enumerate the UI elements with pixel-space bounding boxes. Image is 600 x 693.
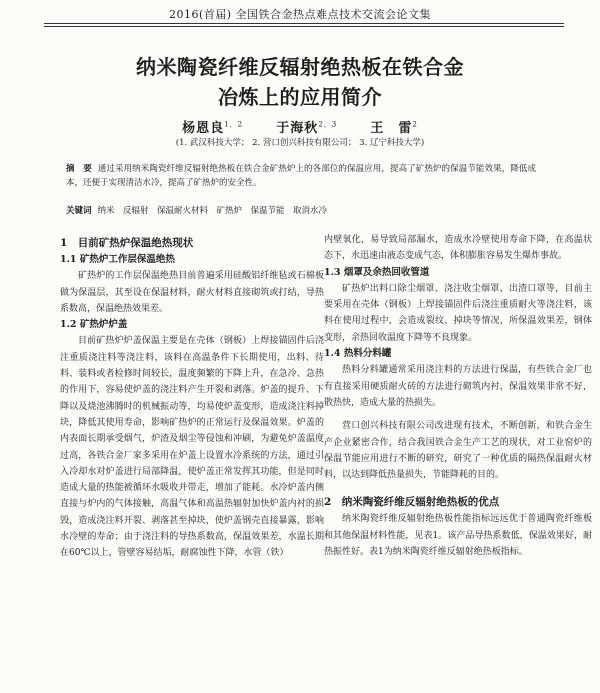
paragraph: 矿热炉出料口除尘烟罩、浇注收尘烟罩、出渣口罩等，目前主要采用在壳体（钢板）上焊接锚固件后浇注重质耐火等浇注料，该料在使用过程中，会造成裂纹、掉块等情况，所保温效果差，钢体变形，余热回收温度下降等不良现象。 <box>324 283 592 343</box>
right-column <box>324 232 592 560</box>
keywords <box>66 205 536 217</box>
author-list <box>40 117 560 136</box>
paragraph: 热料分料罐通常采用浇注料的方法进行保温，有些铁合金厂也有直接采用硬质耐火砖的方法进行砌筑内衬，保温效果非常不好，散热快，造成大量的热损失。 <box>324 365 592 408</box>
author-name: 于海秋 <box>276 121 319 136</box>
keywords-text: 纳米 反辐射 保温耐火材料 矿热炉 保温节能 取消水冷 <box>97 206 328 216</box>
subsection-heading: 1.4 热料分料罐 <box>324 348 392 360</box>
author-affil-mark: 2，3 <box>318 120 338 129</box>
author-affil-mark: 2 <box>412 120 418 129</box>
paragraph: 目前矿热炉炉盖保温主要是在壳体（钢板）上焊接锚固件后浇注重质浇注料等浇注料，该料在高温条件下长期使用，出料、待料、装料或者检修时间较长，温度频繁的下降上升，在急冷、急热的作用下，容易使炉盖的浇注料产生开裂和剥落。炉盖的提升、下降以及烧池沸腾时的机械振动等，均易使炉盖变形，造成浇注料掉块，降低其使用寿命，影响矿热炉的正常运行及保温效果。炉盖的内表面长期承受烟气，炉渣及烟尘等侵蚀和冲刷，为避免炉盖温度过高，各铁合金厂家多采用在炉盖上设置水冷系统的方法，通过引入冷却水对炉盖进行局部降温，使炉盖正常发挥其功能，但是同时造成大量的热能被循环水吸收并带走，增加了能耗。水冷炉盖内侧直接与炉内的气体接触，高温气体和高温热辐射加快炉盖内衬的损毁，造成浇注料开裂、剥落甚至掉块，使炉盖钢壳直接暴露，影响水冷壁的寿命；由于浇注料的导热系数高，保温效果差，水温长期在60℃以上，管壁容易结垢，耐腐蚀性下降，水管（铁） <box>60 336 324 559</box>
abstract <box>66 162 536 190</box>
author-name: 杨恩良 <box>182 121 225 136</box>
section-heading: 1 目前矿热炉保温绝热现状 <box>60 237 194 249</box>
affiliations: (1. 武汉科技大学； 2. 营口创兴科技有限公司； 3. 辽宁科技大学) <box>175 138 425 148</box>
abstract-text: 通过采用纳米陶瓷纤维反辐射绝热板在铁合金矿热炉上的各部位的保温应用，提高了矿热炉的保温节能效果，降低成本，还便于实现清洁水冷，提高了矿热炉的安全性。 <box>66 164 536 188</box>
author-name: 王 雷 <box>370 121 413 136</box>
abstract-label: 摘 要 <box>66 164 92 174</box>
paragraph: 矿热炉的工作层保温绝热目前普遍采用硅酸铝纤维毡或石棉板做为保温层，其至设在保温材料，耐火材料直接砌筑或打结，导热系数高，保温绝热效果差。 <box>60 271 324 314</box>
title-line-1: 纳米陶瓷纤维反辐射绝热板在铁合金 <box>136 55 464 79</box>
left-column <box>60 232 324 562</box>
subsection-heading: 1.1 矿热炉工作层保温绝热 <box>60 254 175 265</box>
author-affil-mark: 1，2 <box>224 120 244 129</box>
header-rule-thick <box>44 23 564 24</box>
subsection-heading: 1.3 烟罩及余热回收管道 <box>324 266 430 278</box>
paragraph: 营口创兴科技有限公司改进现有技术，不断创新，和铁合金生产企业紧密合作，结合我国铁合金生产工艺的现状，对工业窑炉的保温节能应用进行不断的研究，研究了一种优质的隔热保温耐火材料，以达到降低热量损失，节能降耗的目的。 <box>324 421 592 481</box>
section-heading: 2 纳米陶瓷纤维反辐射绝热板的优点 <box>324 496 500 509</box>
paragraph: 纳米陶瓷纤维反辐射绝热板性能指标远远优于普通陶瓷纤维板和其他保温材料性能，见表1。该产品导热系数低，保温效果好，耐热振性好。表1为纳米陶瓷纤维反辐射绝热板指标。 <box>324 514 592 558</box>
keywords-label: 关键词 <box>66 206 92 216</box>
running-head: 2016(首届) 全国铁合金热点难点技术交流会论文集 <box>168 8 432 21</box>
subsection-heading: 1.2 矿热炉炉盖 <box>60 319 128 331</box>
paper-title <box>40 52 560 112</box>
title-line-2: 冶炼上的应用简介 <box>218 85 382 109</box>
paragraph-continued: 内壁氧化，易导致局部漏水，造成水冷壁使用寿命下降，在高温状态下，水迅速由液态变成气态，体积膨胀容易发生爆炸事故。 <box>324 235 592 262</box>
header-rule-thin <box>44 26 564 27</box>
